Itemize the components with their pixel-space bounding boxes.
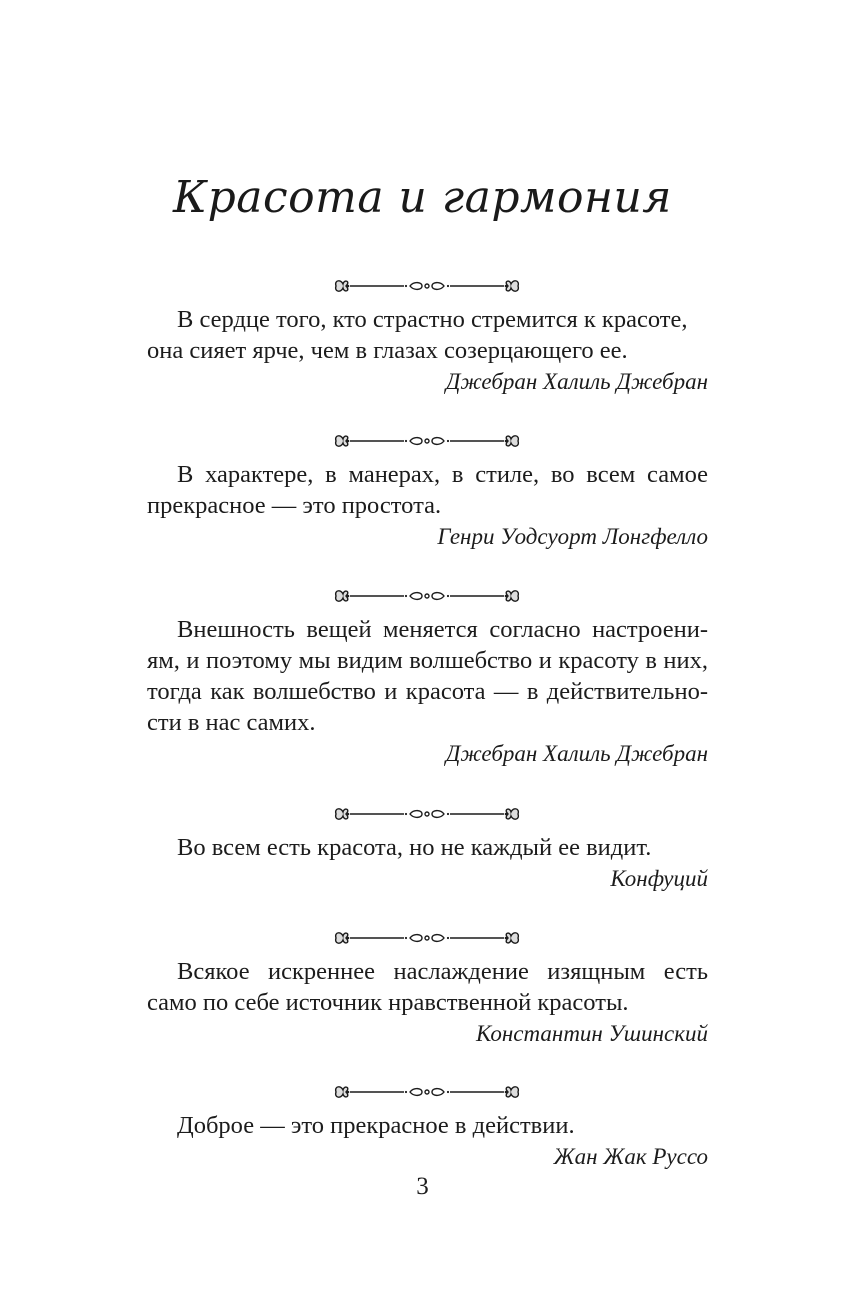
quote-author: Константин Ушинский <box>476 1021 708 1046</box>
quote-text <box>147 1110 708 1141</box>
quote-author: Конфуций <box>610 866 708 891</box>
quote-text <box>147 459 708 521</box>
quote-text <box>147 304 708 366</box>
quote-author: Джебран Халиль Джебран <box>445 741 708 766</box>
quote-line: В сердце того, кто страстно стремится к красоте, <box>177 306 688 333</box>
quote-block <box>147 928 708 1049</box>
quote-author: Джебран Халиль Джебран <box>445 369 708 394</box>
quote-line: сти в нас самих. <box>147 709 316 736</box>
quote-text <box>147 614 708 738</box>
quote-line: само по себе источник нравственной красоты. <box>147 989 629 1016</box>
fleuron-divider-icon <box>147 1082 708 1102</box>
quote-text <box>147 832 708 863</box>
quote-block <box>147 804 708 894</box>
quote-block <box>147 276 708 397</box>
quote-line: тогда как волшебство и красота — в действительно- <box>147 678 708 705</box>
fleuron-divider-icon <box>147 276 708 296</box>
quote-line: ям, и поэтому мы видим волшебство и красоту в них, <box>147 647 708 674</box>
quote-line: Всякое искреннее наслаждение изящным есть <box>177 958 708 985</box>
fleuron-divider-icon <box>147 804 708 824</box>
chapter-title: Красота и гармония <box>173 172 672 223</box>
quote-author: Жан Жак Руссо <box>553 1144 708 1169</box>
quote-line: прекрасное — это простота. <box>147 492 442 519</box>
page-number: 3 <box>416 1173 429 1200</box>
fleuron-divider-icon <box>147 586 708 606</box>
quote-line: она сияет ярче, чем в глазах созерцающего ее. <box>147 337 628 364</box>
fleuron-divider-icon <box>147 431 708 451</box>
quote-text <box>147 956 708 1018</box>
quote-block <box>147 1082 708 1172</box>
fleuron-divider-icon <box>147 928 708 948</box>
quote-line: Во всем есть красота, но не каждый ее видит. <box>177 834 652 861</box>
quote-line: Внешность вещей меняется согласно настроени- <box>177 616 708 643</box>
quote-author: Генри Уодсуорт Лонгфелло <box>437 524 708 549</box>
quote-line: В характере, в манерах, в стиле, во всем самое <box>177 461 708 488</box>
quote-block <box>147 586 708 769</box>
quote-block <box>147 431 708 552</box>
quote-line: Доброе — это прекрасное в действии. <box>177 1112 575 1139</box>
